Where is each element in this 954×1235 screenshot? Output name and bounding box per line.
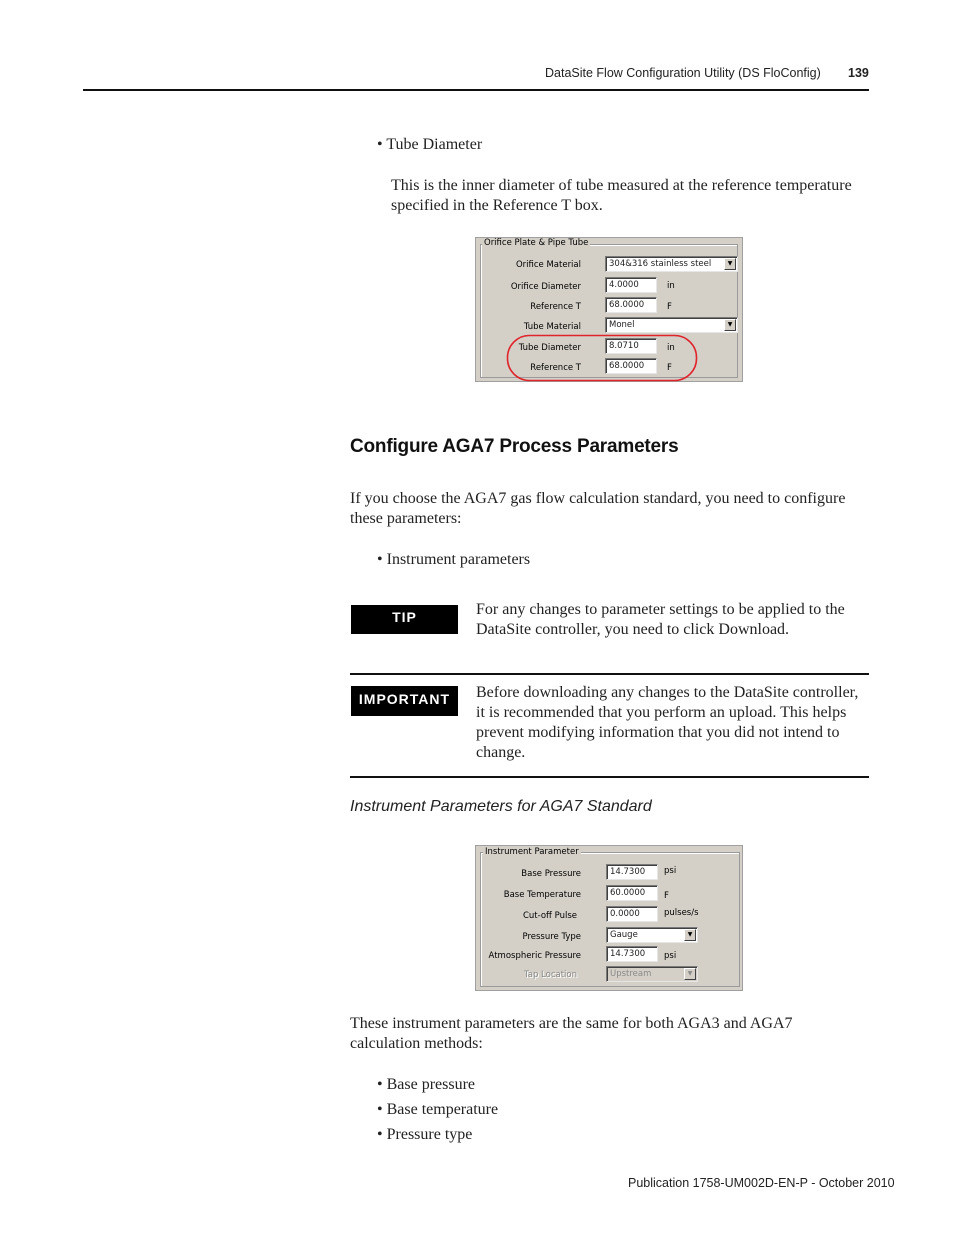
running-header-title: DataSite Flow Configuration Utility (DS FloConfig) (545, 66, 821, 80)
tube-diameter-label: Tube Diameter (518, 343, 581, 353)
tube-material-select[interactable] (605, 317, 738, 333)
tap-location-select[interactable] (606, 966, 698, 982)
pressure-type-select[interactable] (606, 927, 698, 943)
base-pressure-input[interactable]: 14.7300 (606, 864, 658, 880)
tube-reference-t-input[interactable]: 68.0000 (605, 358, 657, 374)
orifice-dialog (475, 237, 743, 382)
tube-diameter-unit: in (667, 343, 675, 353)
bullet-pressure-type: • Pressure type (377, 1125, 472, 1145)
bullet-base-pressure: • Base pressure (377, 1075, 475, 1095)
important-text: Before downloading any changes to the DataSite controller, it is recommended that you perform an upload. This helps prevent modifying information that you did not intend to change. (476, 684, 859, 761)
tip-text: For any changes to parameter settings to be applied to the DataSite controller, you need to click Download. (476, 601, 845, 638)
page-number: 139 (848, 66, 869, 80)
chevron-down-icon[interactable]: ▼ (724, 258, 736, 270)
tube-reference-t-unit: F (667, 363, 672, 373)
tap-location-value: Upstream (610, 969, 652, 979)
base-temperature-label: Base Temperature (503, 890, 581, 900)
tube-reference-t-label: Reference T (530, 363, 581, 373)
tip-badge: TIP (351, 605, 458, 634)
section-heading: Configure AGA7 Process Parameters (350, 436, 679, 457)
figure-caption: Instrument Parameters for AGA7 Standard (350, 798, 652, 815)
pressure-type-label: Pressure Type (522, 932, 581, 942)
chevron-down-icon[interactable]: ▼ (684, 929, 696, 941)
base-pressure-label: Base Pressure (521, 869, 581, 879)
important-bottom-rule (350, 776, 869, 778)
tube-material-label: Tube Material (523, 322, 581, 332)
orifice-reference-t-input[interactable]: 68.0000 (605, 297, 657, 313)
bullet-base-temperature: • Base temperature (377, 1100, 498, 1120)
orifice-group-title: Orifice Plate & Pipe Tube (484, 238, 589, 248)
chevron-down-icon[interactable]: ▼ (724, 319, 736, 331)
atmospheric-pressure-input[interactable]: 14.7300 (606, 946, 658, 962)
important-badge: IMPORTANT (351, 686, 458, 716)
instrument-group-title: Instrument Parameter (485, 847, 579, 857)
orifice-diameter-input[interactable]: 4.0000 (605, 277, 657, 293)
base-temperature-unit: F (664, 891, 669, 901)
intro-text: If you choose the AGA7 gas flow calculation standard, you need to configure these parameters: (350, 490, 846, 527)
header-rule (83, 89, 869, 91)
important-top-rule (350, 673, 869, 675)
orifice-material-value: 304&316 stainless steel (609, 259, 712, 269)
tube-material-value: Monel (609, 320, 635, 330)
orifice-diameter-unit: in (667, 281, 675, 291)
orifice-material-label: Orifice Material (515, 260, 581, 270)
atmospheric-pressure-label: Atmospheric Pressure (488, 951, 581, 961)
orifice-material-select[interactable] (605, 256, 738, 272)
bullet-tube-diameter: • Tube Diameter (377, 135, 482, 155)
closing-text: These instrument parameters are the same for both AGA3 and AGA7 calculation methods: (350, 1015, 793, 1052)
instrument-dialog (475, 845, 743, 991)
base-temperature-input[interactable]: 60.0000 (606, 885, 658, 901)
cutoff-pulse-unit: pulses/s (664, 908, 699, 918)
tube-description: This is the inner diameter of tube measured at the reference temperature specified in the Reference T box. (391, 177, 852, 214)
tap-location-label: Tap Location (523, 970, 577, 980)
base-pressure-unit: psi (664, 866, 677, 876)
bullet-instrument-parameters: • Instrument parameters (377, 550, 530, 570)
orifice-reference-t-label: Reference T (530, 302, 581, 312)
orifice-diameter-label: Orifice Diameter (510, 282, 581, 292)
cutoff-pulse-input[interactable]: 0.0000 (606, 906, 658, 922)
chevron-down-icon[interactable]: ▼ (684, 968, 696, 980)
publication-footer: Publication 1758-UM002D-EN-P - October 2010 (628, 1176, 895, 1190)
pressure-type-value: Gauge (610, 930, 638, 940)
orifice-reference-t-unit: F (667, 302, 672, 312)
tube-diameter-input[interactable]: 8.0710 (605, 338, 657, 354)
cutoff-pulse-label: Cut-off Pulse (522, 911, 577, 921)
atmospheric-pressure-unit: psi (664, 951, 677, 961)
highlight-ellipse (506, 334, 698, 382)
